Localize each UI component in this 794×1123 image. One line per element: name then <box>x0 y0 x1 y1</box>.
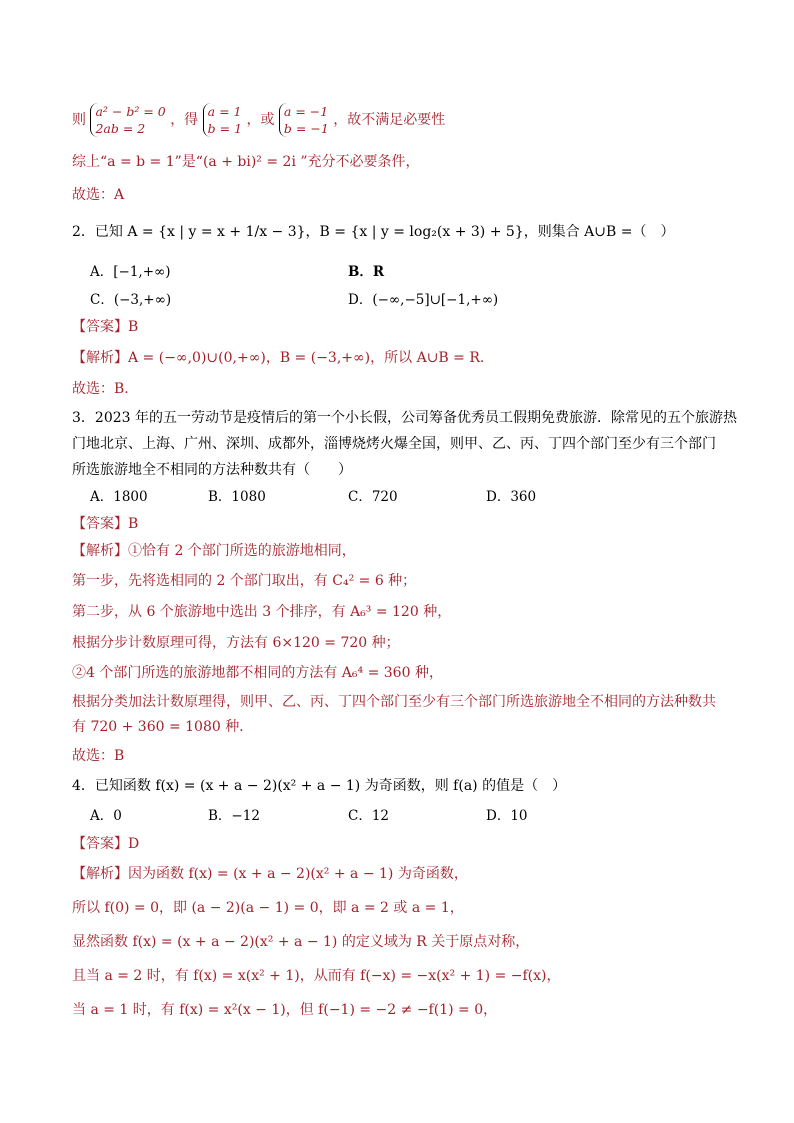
equation: b = 1 <box>207 121 243 136</box>
equation: b = −1 <box>283 121 329 136</box>
analysis-text: ①恰有 2 个部门所选的旅游地相同， <box>128 543 356 559</box>
answer-value: D <box>128 836 140 852</box>
equation-system-2 <box>203 103 242 137</box>
q4-analysis-line: 所以 f(0) = 0，即 (a − 2)(a − 1) = 0，即 a = 2 或 a = 1， <box>72 900 464 916</box>
equation: a = 1 <box>207 104 242 119</box>
q3-option-c: C．720 <box>348 489 398 505</box>
text-mid: ，得 <box>170 112 199 128</box>
question-3-stem-line: 门地北京、上海、广州、深圳、成都外，淄博烧烤火爆全国，则甲、乙、丙、丁四个部门至少有三个部门 <box>72 436 716 452</box>
analysis-tag: 【解析】 <box>72 543 128 559</box>
answer-line: 故选：A <box>72 187 125 203</box>
q3-option-b: B．1080 <box>208 489 266 505</box>
q2-answer <box>72 317 138 337</box>
q4-option-a: A．0 <box>90 808 122 824</box>
answer-tag: 【答案】 <box>72 836 128 852</box>
q3-analysis-line: ②4 个部门所选的旅游地都不相同的方法有 A₆⁴ = 360 种， <box>72 665 443 681</box>
q3-analysis-line: 第二步，从 6 个旅游地中选出 3 个排序，有 A₆³ = 120 种， <box>72 604 452 620</box>
q4-analysis-line <box>72 864 468 884</box>
q2-choose: 故选：B. <box>72 381 129 397</box>
q3-option-a: A．1800 <box>90 489 148 505</box>
q3-analysis-line: 第一步，先将选相同的 2 个部门取出，有 C₄² = 6 种； <box>72 573 417 589</box>
condition-line <box>72 100 445 140</box>
analysis-text: A = (−∞,0)∪(0,+∞)，B = (−3,+∞)，所以 A∪B = R. <box>128 350 485 366</box>
answer-value: B <box>128 516 139 532</box>
q2-option-d: D．(−∞,−5]∪[−1,+∞) <box>348 292 499 308</box>
q2-option-b: B．R <box>348 264 385 280</box>
q3-analysis-line <box>72 541 356 561</box>
question-2-stem: 2．已知 A = {x | y = x + 1/x − 3}，B = {x | y = log₂(x + 3) + 5}，则集合 A∪B =（ ） <box>72 224 675 240</box>
question-4-stem: 4．已知函数 f(x) = (x + a − 2)(x² + a − 1) 为奇函数，则 f(a) 的值是（ ） <box>72 778 567 794</box>
q2-analysis <box>72 348 484 368</box>
question-3-stem-line: 所选旅游地全不相同的方法种数共有（ ） <box>72 462 352 478</box>
equation-system-3 <box>279 103 329 137</box>
analysis-tag: 【解析】 <box>72 866 128 882</box>
analysis-text: 因为函数 f(x) = (x + a − 2)(x² + a − 1) 为奇函数， <box>128 866 468 882</box>
answer-tag: 【答案】 <box>72 516 128 532</box>
q4-answer <box>72 834 139 854</box>
summary-line: 综上“a = b = 1”是“(a + bi)² = 2i ”充分不必要条件， <box>72 154 420 170</box>
q4-analysis-line: 显然函数 f(x) = (x + a − 2)(x² + a − 1) 的定义域为 R 关于原点对称， <box>72 934 530 950</box>
q4-option-d: D．10 <box>486 808 528 824</box>
q3-analysis-line: 有 720 + 360 = 1080 种． <box>72 719 254 735</box>
equation: a = −1 <box>283 104 329 119</box>
equation-system-1 <box>90 103 165 137</box>
text-mid: ，或 <box>246 112 275 128</box>
text-suffix: ，故不满足必要性 <box>333 112 446 128</box>
q4-option-b: B．−12 <box>208 808 260 824</box>
q2-option-c: C．(−3,+∞) <box>90 292 172 308</box>
q3-answer <box>72 514 138 534</box>
q4-analysis-line: 当 a = 1 时，有 f(x) = x²(x − 1)，但 f(−1) = −2 ≠ −f(1) = 0， <box>72 1002 498 1018</box>
q4-option-c: C．12 <box>348 808 390 824</box>
q2-option-a: A．[−1,+∞) <box>90 264 171 280</box>
q3-option-d: D．360 <box>486 489 537 505</box>
answer-tag: 【答案】 <box>72 319 128 335</box>
equation: a² − b² = 0 <box>95 104 166 119</box>
text-prefix: 则 <box>72 112 86 128</box>
answer-value: B <box>128 319 139 335</box>
question-3-stem-line: 3．2023 年的五一劳动节是疫情后的第一个小长假，公司筹备优秀员工假期免费旅游．除常见的五个旅游热 <box>72 410 737 426</box>
q4-analysis-line: 且当 a = 2 时，有 f(x) = x(x² + 1)，从而有 f(−x) = −x(x² + 1) = −f(x)， <box>72 968 561 984</box>
q3-analysis-line: 根据分类加法计数原理得，则甲、乙、丙、丁四个部门至少有三个部门所选旅游地全不相同的方法种数共 <box>72 694 716 710</box>
analysis-tag: 【解析】 <box>72 350 128 366</box>
q3-analysis-line: 根据分步计数原理可得，方法有 6×120 = 720 种； <box>72 635 400 651</box>
q3-choose: 故选：B <box>72 748 125 764</box>
equation: 2ab = 2 <box>95 121 146 136</box>
